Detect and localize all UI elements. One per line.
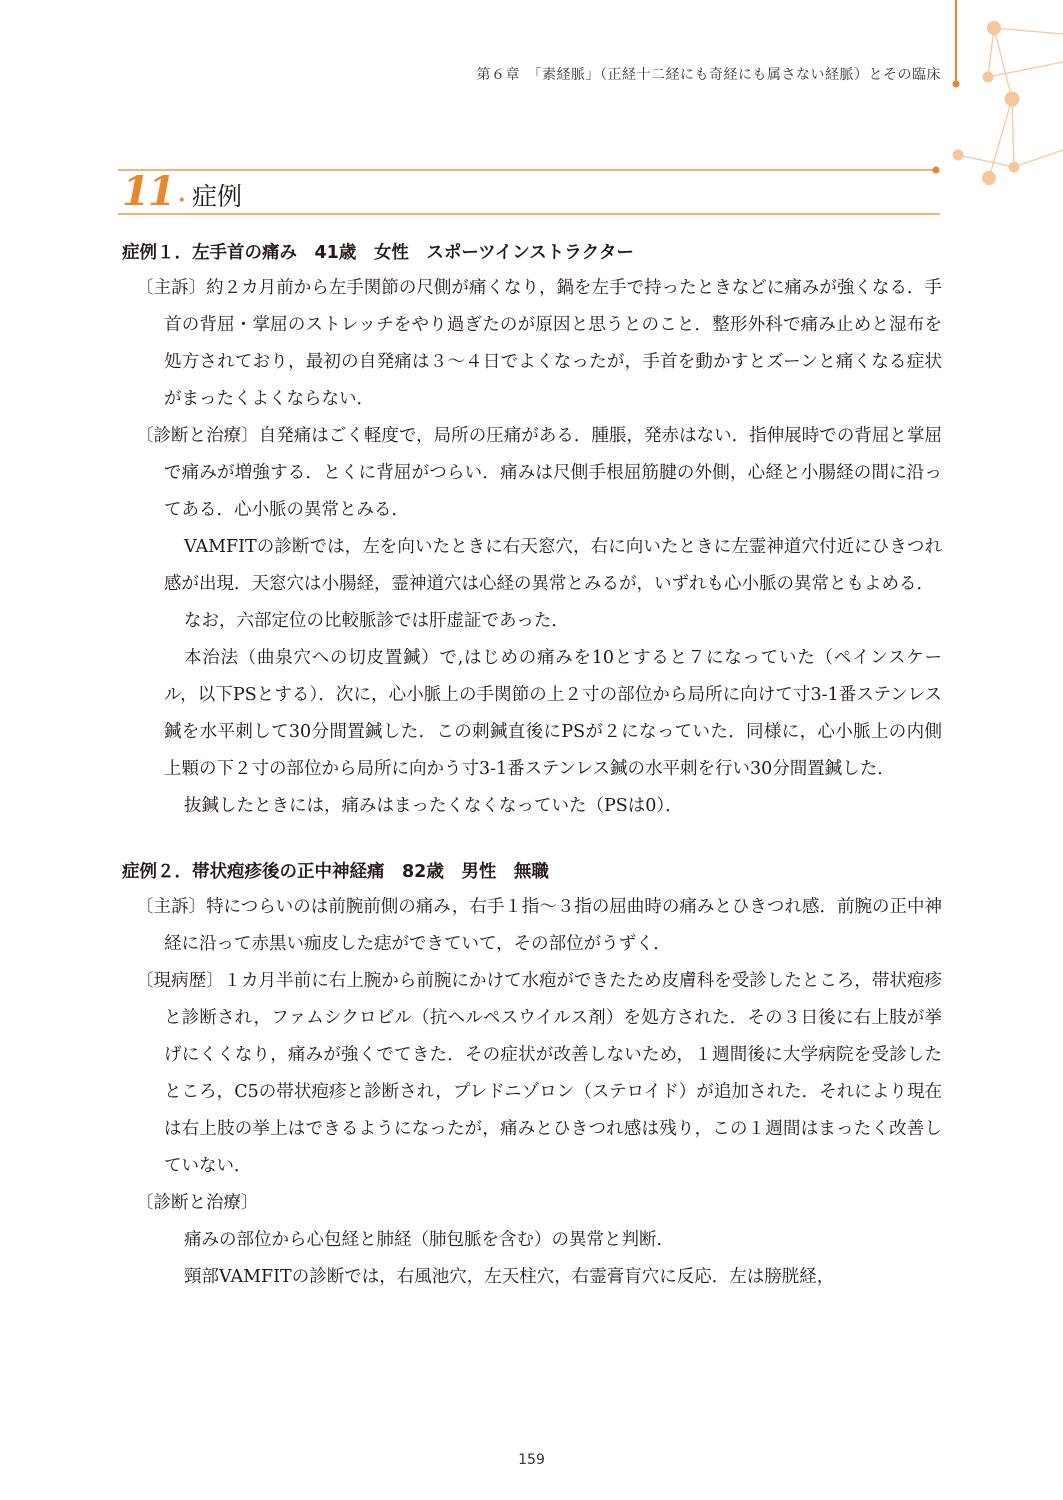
case1-chief-complaint: 〔主訴〕約２カ月前から左手関節の尺側が痛くなり，鍋を左手で持ったときなどに痛みが強くなる．手首の背屈・掌屈のストレッチをやり過ぎたのが原因と思うとのこと．整形外科で痛み止めと湿布を処方されており，最初の自発痛は３～４日でよくなったが，手首を動かすとズーンと痛くなる症状がまったくよくならない．	[136, 278, 942, 409]
case1-treatment: 本治法（曲泉穴への切皮置鍼）で,はじめの痛みを10とすると７になっていた（ペインスケール，以下PSとする）．次に，心小脈上の手関節の上２寸の部位から局所に向けて寸3-1番ステンレス鍼を水平刺して30分間置鍼した．この刺鍼直後にPSが２になっていた．同様に，心小脈上の内側上顆の下２寸の部位から局所に向かう寸3-1番ステンレス鍼の水平刺を行い30分間置鍼した．	[164, 648, 942, 779]
case1-pulse: なお，六部定位の比較脈診では肝虚証であった．	[184, 611, 569, 631]
case2-heading: 症例２．帯状疱疹後の正中神経痛 82歳 男性 無職	[122, 862, 549, 882]
case2-chief-complaint: 〔主訴〕特につらいのは前腕前側の痛み，右手１指～３指の屈曲時の痛みとひきつれ感．前腕の正中神経に沿って赤黒い痂皮した痣ができていて，その部位がうずく．	[136, 897, 942, 954]
case1-vamfit: VAMFITの診断では，左を向いたときに右天窓穴，右に向いたときに左霊神道穴付近にひきつれ感が出現．天窓穴は小腸経，霊神道穴は心経の異常とみるが，いずれも心小脈の異常ともよめる．	[164, 537, 942, 594]
case2-diagnosis-label: 〔診断と治療〕	[136, 1193, 259, 1213]
page-number: 159	[518, 1452, 545, 1468]
spacer	[122, 825, 942, 855]
page-body	[122, 236, 942, 1296]
case1-result: 抜鍼したときには，痛みはまったくなくなっていた（PSは0）．	[184, 796, 683, 816]
section-label: 症例	[191, 182, 242, 211]
section-number: 11	[122, 168, 174, 215]
case1-diagnosis: 〔診断と治療〕自発痛はごく軽度で，局所の圧痛がある．腫脹，発赤はない．指伸展時での背屈と掌屈で痛みが増強する．とくに背屈がつらい．痛みは尺側手根屈筋腱の外側，心経と小腸経の間に沿ってある．心小脈の異常とみる．	[136, 426, 942, 520]
case2-history: 〔現病歴〕１カ月半前に右上腕から前腕にかけて水疱ができたため皮膚科を受診したところ，帯状疱疹と診断され，ファムシクロビル（抗ヘルペスウイルス剤）を処方された．その３日後に右上肢が挙げにくくなり，痛みが強くでてきた．その症状が改善しないため，１週間後に大学病院を受診したところ，C5の帯状疱疹と診断され，プレドニゾロン（ステロイド）が追加された．それにより現在は右上肢の挙上はできるようになったが，痛みとひきつれ感は残り，この１週間はまったく改善していない．	[136, 971, 942, 1176]
running-header: 第６章 「素経脈」（正経十二経にも奇経にも属さない経脈）とその臨床	[476, 67, 941, 83]
case1-heading: 症例１．左手首の痛み 41歳 女性 スポーツインストラクター	[122, 243, 634, 263]
case2-vamfit: 頸部VAMFITの診断では，右風池穴，左天柱穴，右霊膏肓穴に反応．左は膀胱経，	[184, 1267, 835, 1287]
case2-assessment: 痛みの部位から心包経と肺経（肺包脈を含む）の異常と判断．	[184, 1230, 674, 1250]
section-title	[122, 168, 842, 215]
section-bullet: •	[177, 193, 186, 209]
